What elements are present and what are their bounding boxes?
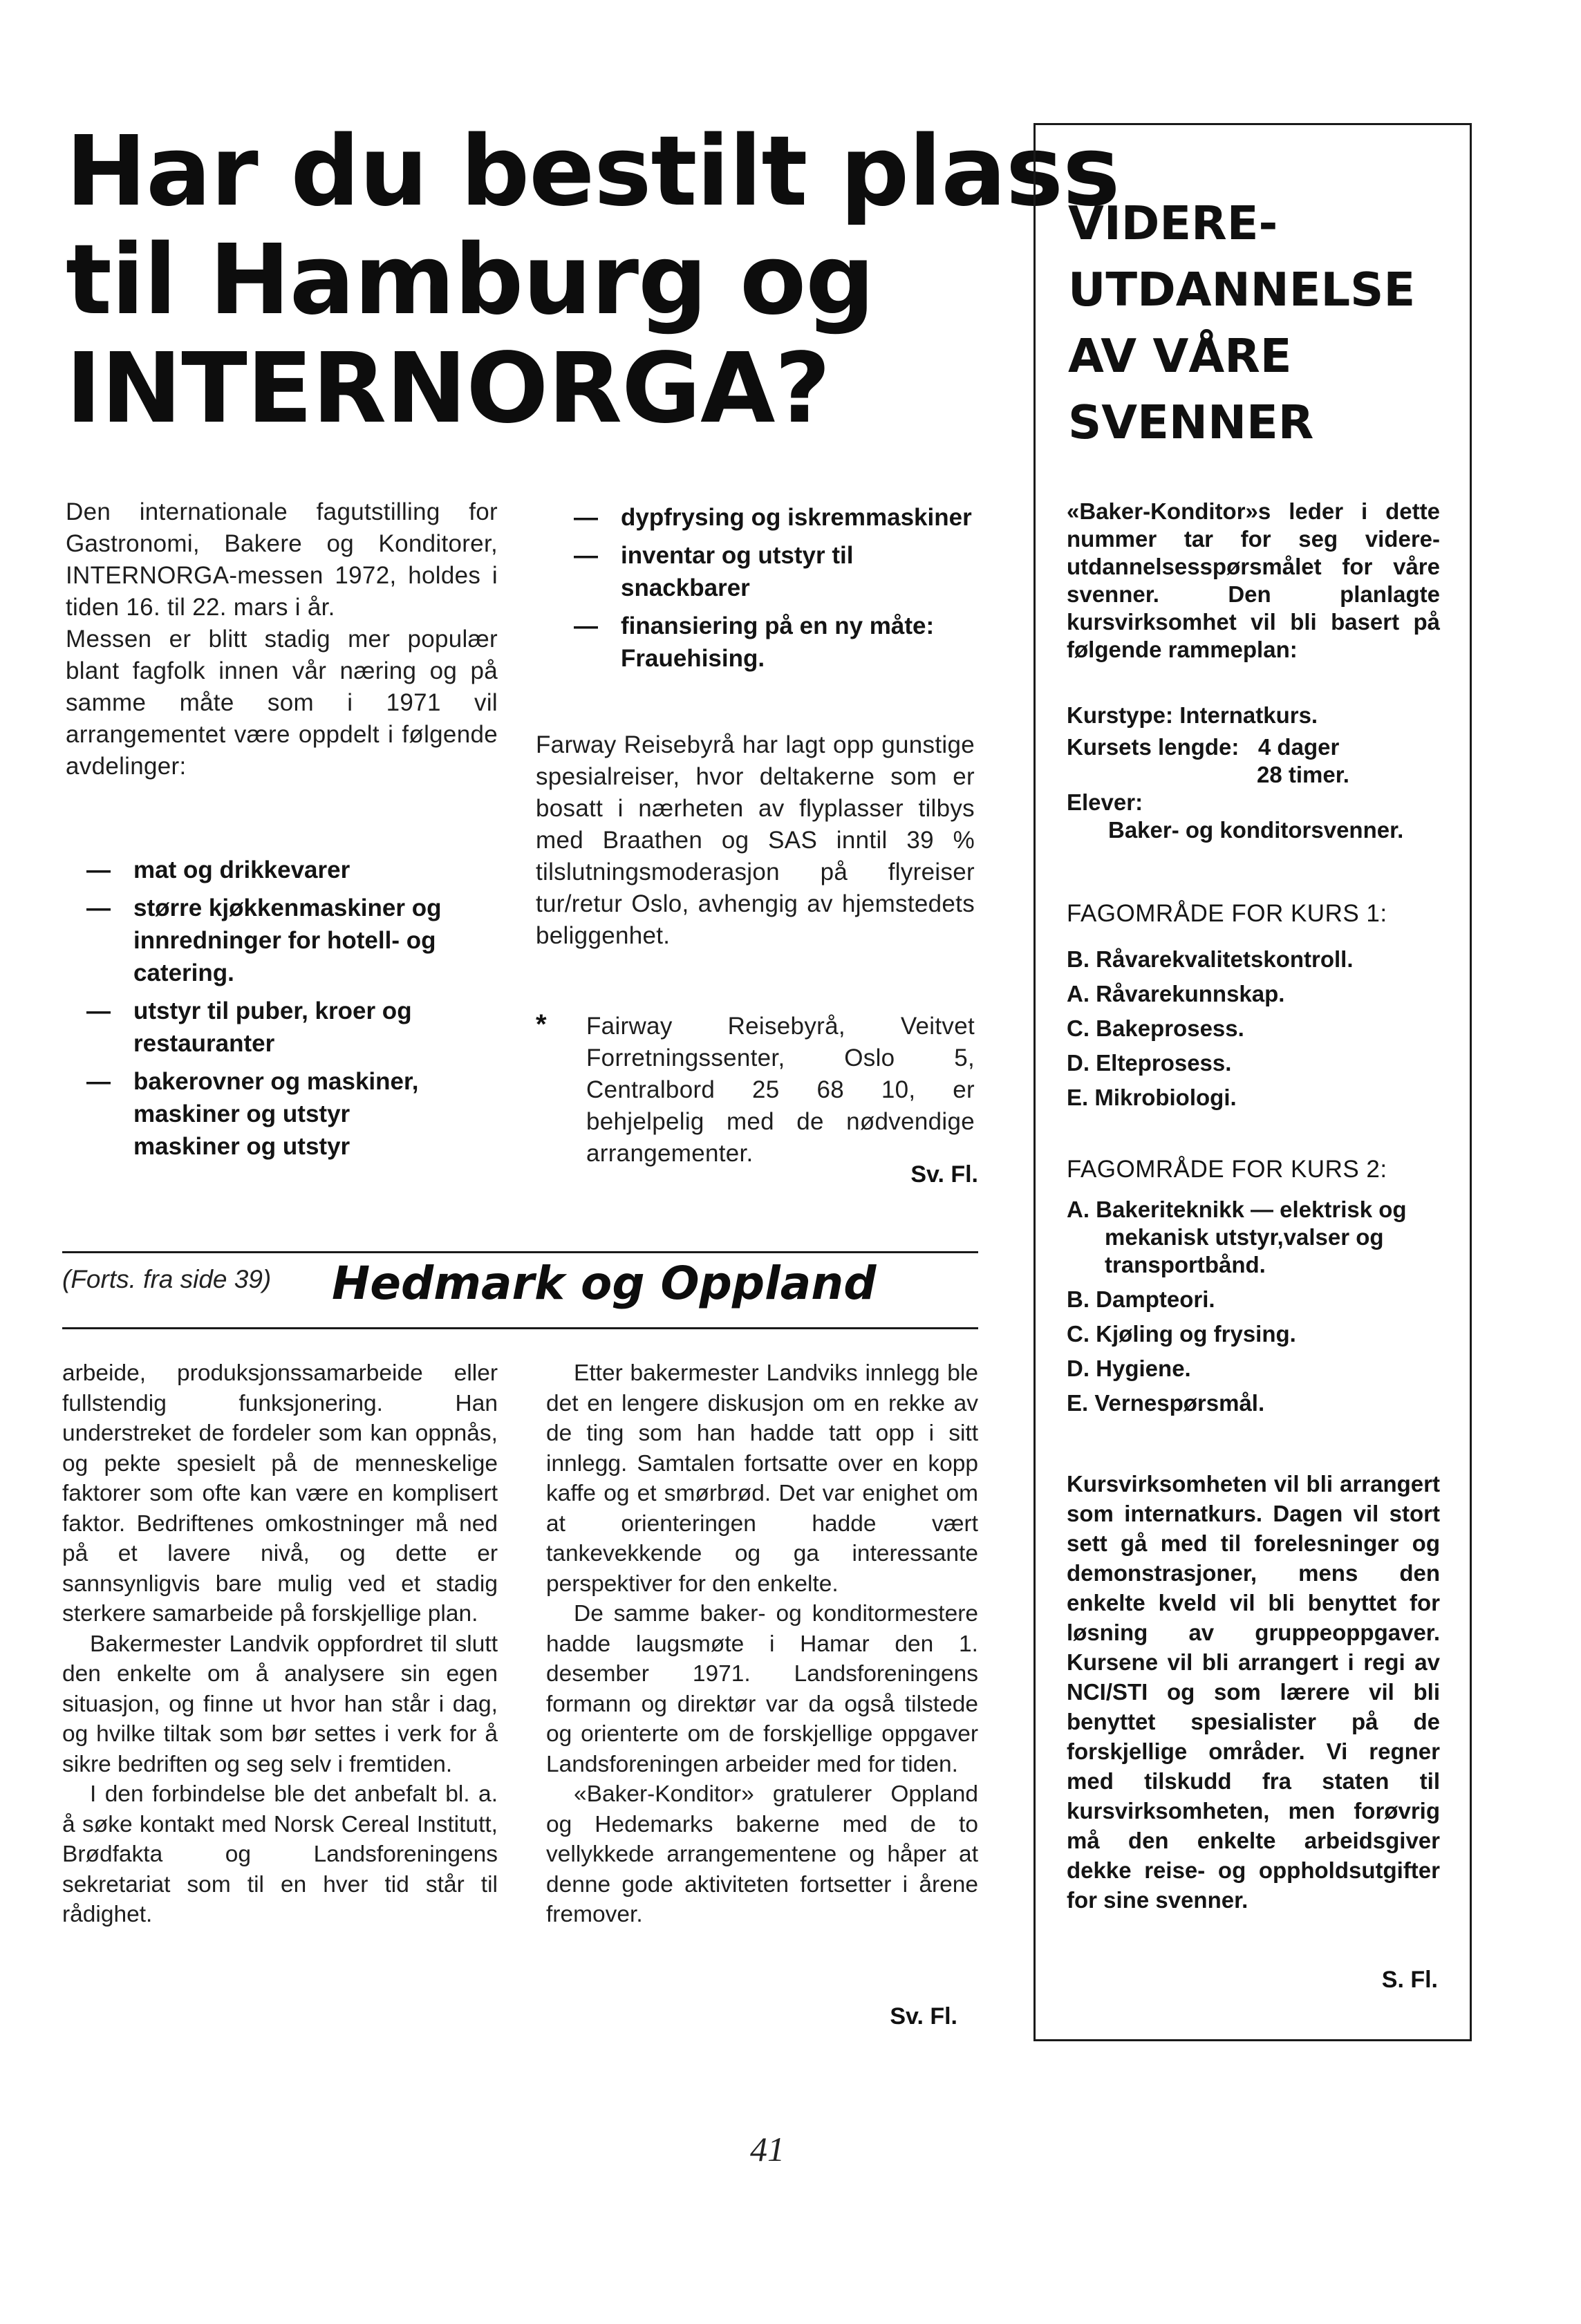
- section-rule-top: [62, 1251, 978, 1253]
- continued-from-note: (Forts. fra side 39): [62, 1265, 272, 1293]
- intro-signature: Sv. Fl.: [910, 1161, 978, 1188]
- department-list: [86, 854, 487, 1168]
- list-item: D. Hygiene.: [1067, 1356, 1191, 1381]
- course-length-label: Kursets lengde:: [1067, 734, 1239, 760]
- list-item: — bakerovner og maskiner, maskiner og utstyr maskiner og utstyr: [86, 1065, 487, 1163]
- list-item: — utstyr til puber, kroer og restauranter: [86, 995, 487, 1060]
- sidebar-title: VIDERE- UTDANNELSE AV VÅRE SVENNER: [1068, 196, 1416, 449]
- intro-paragraph-1: Den internationale fagutstilling for Gastronomi, Bakere og Konditorer, INTERNORGA-messen 1972, holdes i tiden 16. til 22. mars i år.: [66, 498, 498, 621]
- course-length-days: 4 dager: [1257, 734, 1340, 760]
- headline-line-1: Har du bestilt plass: [66, 115, 1120, 228]
- list-item: A. Råvarekunnskap.: [1067, 981, 1285, 1006]
- section-title: Hedmark og Oppland: [332, 1257, 877, 1310]
- sidebar-closing: Kursvirksomheten vil bli arrangert som internatkurs. Dagen vil stort sett gå med til forelesninger og demonstrasjoner, mens den enkelte kveld vil bli benyttet for løsning av gruppeoppgaver. Kursene vil bli arrangert i regi av NCI/STI og som lærere vil bli benyttet spesialister på de forskjellige områder. Vi regner med tilskudd fra staten til kursvirksomheten, men forøvrig må den enkelte arbeidsgiver dekke reise- og oppholdsutgifter for sine svenner.: [1067, 1471, 1440, 1913]
- course-1-list: [1067, 942, 1454, 1115]
- course-2-heading: FAGOMRÅDE FOR KURS 2:: [1067, 1156, 1387, 1183]
- students-value: Baker- og konditorsvenner.: [1108, 817, 1404, 843]
- sidebar-signature: S. Fl.: [1381, 1967, 1438, 1993]
- headline-line-2: til Hamburg og: [66, 224, 874, 337]
- list-item: B. Dampteori.: [1067, 1286, 1215, 1312]
- article-paragraph: Bakermester Landvik oppfordret til slutt den enkelte om å analysere sin egen situasjon, og finne ut hvor han står i dag, og hvilke tiltak som bør settes i verk for å sikre bedriften og seg selv i fremtiden.: [62, 1631, 498, 1777]
- article-column-left: [62, 1358, 498, 1930]
- page-number: 41: [750, 2130, 785, 2168]
- travel-paragraph: Farway Reisebyrå har lagt opp gunstige spesialreiser, hvor deltakerne som er bosatt i nærheten av flyplasser tilbys med Braathen og SAS inntil 39 % tilslutningsmoderasjon på flyreiser tur/retur Oslo, avhengig av hjemstedets beliggenhet.: [536, 731, 975, 949]
- list-item: A. Bakeriteknikk — elektrisk og mekanisk utstyr,valser og transportbånd.: [1067, 1197, 1407, 1277]
- list-item: — dypfrysing og iskremmaskiner: [574, 501, 982, 534]
- article-column-right: [546, 1358, 978, 1930]
- course-1-heading: FAGOMRÅDE FOR KURS 1:: [1067, 900, 1387, 927]
- list-item: E. Mikrobiologi.: [1067, 1085, 1237, 1110]
- list-item: D. Elteprosess.: [1067, 1050, 1232, 1076]
- list-item: C. Bakeprosess.: [1067, 1015, 1244, 1041]
- list-item: — finansiering på en ny måte: Frauehising.: [574, 610, 982, 675]
- article-paragraph: Etter bakermester Landviks innlegg ble det en lengere diskusjon om en rekke av de ting som han hadde tatt opp i sitt innlegg. Samtalen fortsatte over en kopp kaffe og et smørbrød. Det var enighet om at orienteringen hadde vært tankevekkende og ga interessante perspektiver for den enkelte.: [546, 1360, 978, 1597]
- section-rule-bottom: [62, 1327, 978, 1329]
- article-signature: Sv. Fl.: [890, 2003, 957, 2030]
- department-list-continued: [574, 501, 982, 680]
- article-paragraph: arbeide, produksjonssamarbeide eller fullstendig funksjonering. Han understreket de fordeler som kan oppnås, og pekte spesielt på de menneskelige faktorer som ofte kan være en komplisert faktor. Bedriftenes omkostninger må ned på et lavere nivå, og dette er sannsynligvis bare mulig ved et stadig sterkere samarbeide på forskjellige plan.: [62, 1360, 498, 1627]
- list-item: E. Vernespørsmål.: [1067, 1390, 1265, 1416]
- course-type-value: Internatkurs.: [1179, 702, 1318, 728]
- article-paragraph: «Baker-Konditor» gratulerer Oppland og Hedemarks bakerne med de to vellykkede arrangementene og håper at denne gode aktiviteten fortsetter i årene fremover.: [546, 1781, 978, 1927]
- headline-line-3: INTERNORGA?: [66, 332, 830, 445]
- course-2-list: [1067, 1196, 1454, 1417]
- contact-paragraph: Fairway Reisebyrå, Veitvet Forretningssenter, Oslo 5, Centralbord 25 68 10, er behjelpelig med de nødvendige arrangementer.: [586, 1013, 975, 1167]
- list-item: — mat og drikkevarer: [86, 854, 487, 886]
- list-item: B. Råvarekvalitetskontroll.: [1067, 946, 1354, 972]
- course-details: [1067, 702, 1454, 844]
- intro-column-1: [66, 496, 498, 783]
- intro-paragraph-2: Messen er blitt stadig mer populær blant fagfolk innen vår næring og på samme måte som i 1971 vil arrangementet være oppdelt i følgende avdelinger:: [66, 626, 498, 780]
- list-item: — større kjøkkenmaskiner og innredninger for hotell- og catering.: [86, 892, 487, 989]
- asterisk-icon: *: [536, 1009, 547, 1040]
- students-label: Elever:: [1067, 789, 1143, 815]
- article-paragraph: De samme baker- og konditormestere hadde laugsmøte i Hamar den 1. desember 1971. Landsforeningens formann og direktør var da også tilstede og orienterte om de forskjellige oppgaver Landsforeningen arbeider med for tiden.: [546, 1601, 978, 1777]
- list-item: — inventar og utstyr til snackbarer: [574, 539, 982, 604]
- course-length-hours: 28 timer.: [1257, 762, 1349, 787]
- article-paragraph: I den forbindelse ble det anbefalt bl. a. å søke kontakt med Norsk Cereal Institutt, Brødfakta og Landsforeningens sekretariat som til en hver tid står til rådighet.: [62, 1781, 498, 1927]
- course-type-label: Kurstype:: [1067, 702, 1174, 728]
- sidebar-intro: «Baker-Konditor»s leder i dette nummer tar for seg videre-utdannelsesspørsmålet for våre svenner. Den planlagte kursvirksomhet vil bli basert på følgende rammeplan:: [1067, 498, 1440, 662]
- list-item: C. Kjøling og frysing.: [1067, 1321, 1296, 1347]
- contact-block: [536, 1011, 975, 1170]
- headline: [66, 115, 1120, 445]
